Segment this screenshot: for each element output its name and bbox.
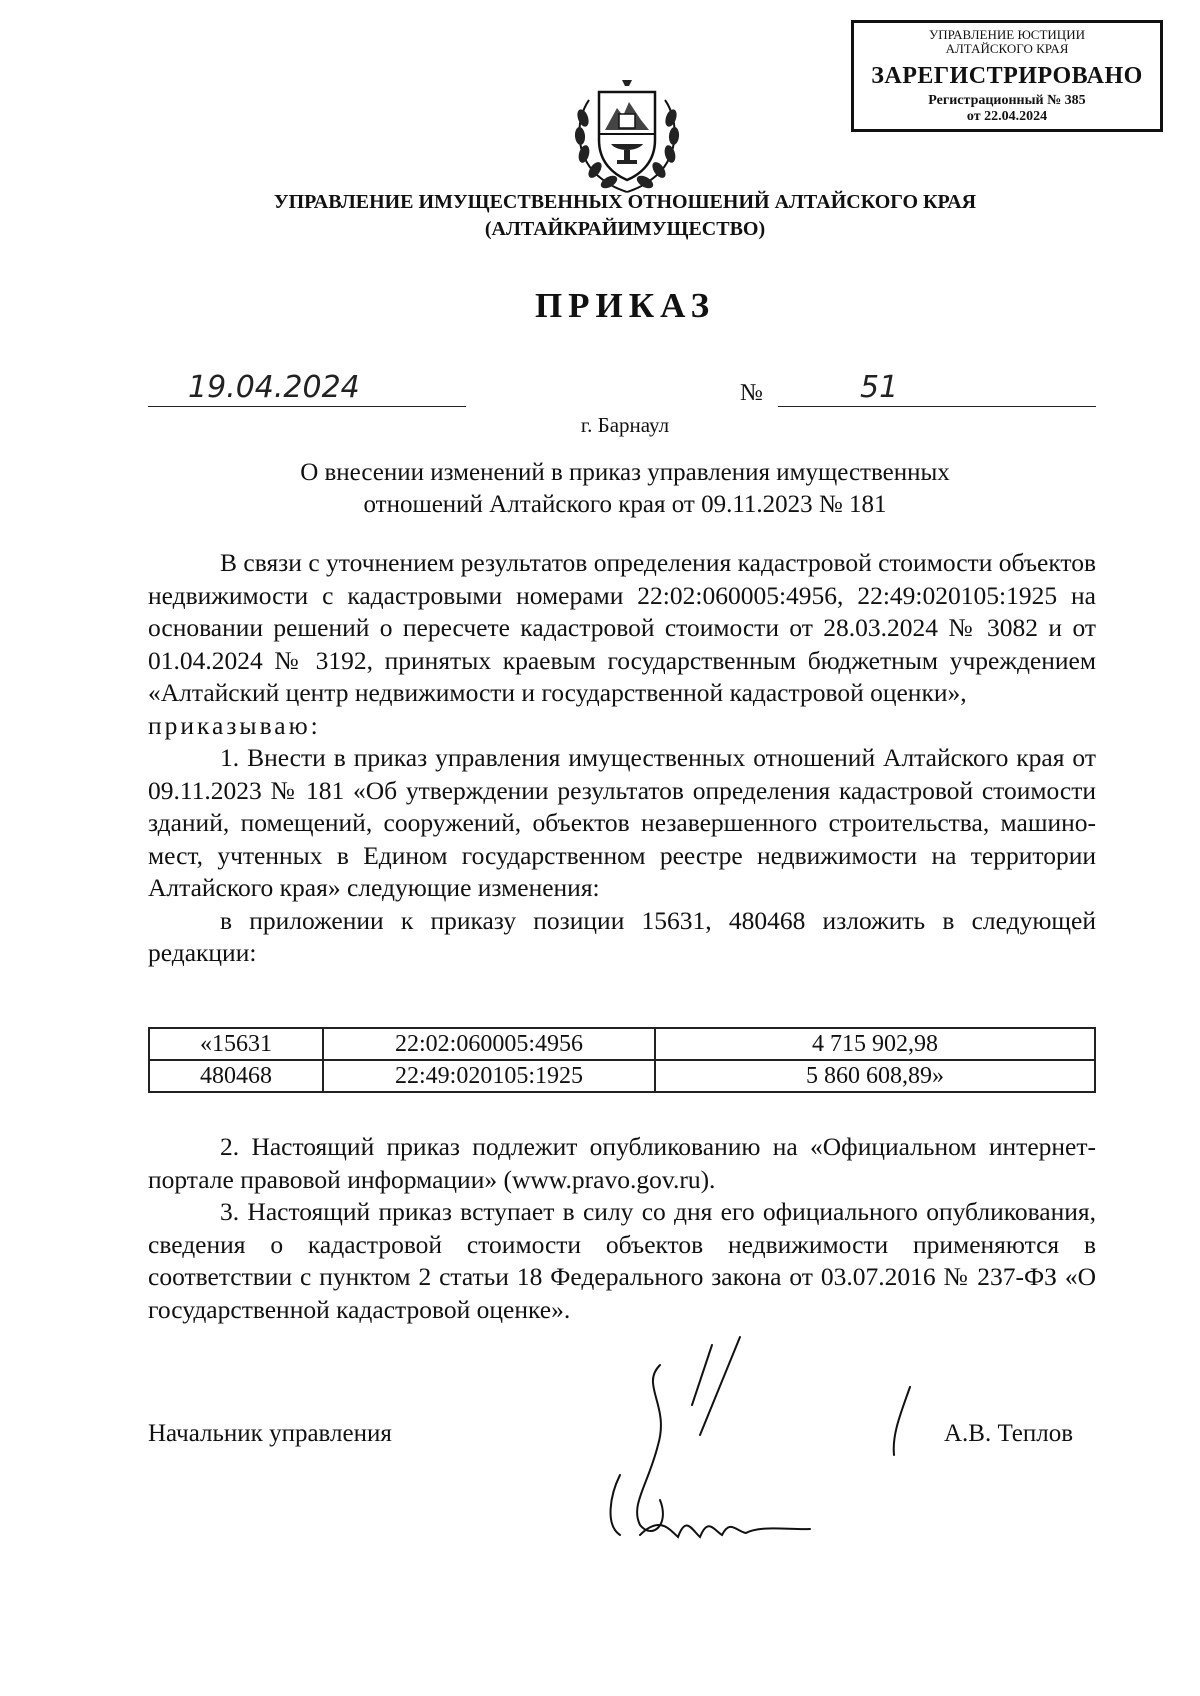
document-subject — [0, 457, 1200, 521]
signatory-name: А.В. Теплов — [944, 1420, 1074, 1447]
stamp-authority-line2: АЛТАЙСКОГО КРАЯ — [945, 41, 1069, 56]
organization-short-name: (АЛТАЙКРАЙИМУЩЕСТВО) — [484, 218, 766, 240]
stamp-authority-line1: УПРАВЛЕНИЕ ЮСТИЦИИ — [929, 27, 1085, 42]
handwritten-number: 51 — [860, 370, 899, 405]
number-underline — [778, 406, 1096, 407]
document-title: ПРИКАЗ — [534, 286, 716, 325]
preamble-paragraph: В связи с уточнением результатов определения кадастровой стоимости объектов недвижимости с кадастровыми номерами 22:02:060005:4956, 22:49:020105:1925 на основании решений о пересчете кадастровой стоимости от 28.03.2024 № 3082 и от 01.04.2024 № 3192, принятых краевым государственным бюджетным учреждением «Алтайский центр недвижимости и государственной кадастровой оценки», — [148, 548, 1096, 707]
table-row — [149, 1060, 1095, 1092]
city: г. Барнаул — [580, 413, 670, 437]
number-sign: № — [740, 380, 763, 406]
document-body — [148, 547, 1096, 970]
table-row — [149, 1028, 1095, 1060]
date-underline — [148, 406, 466, 407]
handwritten-signature-icon — [600, 1325, 930, 1560]
item-1-paragraph: 1. Внести в приказ управления имущественных отношений Алтайского края от 09.11.2023 № 181 «Об утверждении результатов определения кадастровой стоимости зданий, помещений, сооружений, объектов незавершенного строительства, машино-мест, учтенных в Едином государственном реестре недвижимости на территории Алтайского края» следующие изменения: — [148, 743, 1096, 902]
subject-line-2: отношений Алтайского края от 09.11.2023 № 181 — [363, 491, 887, 518]
table-cell: 5 860 608,89» — [655, 1060, 1095, 1092]
stamp-status: ЗАРЕГИСТРИРОВАНО — [871, 63, 1143, 89]
handwritten-date: 19.04.2024 — [188, 370, 360, 405]
stamp-registration-date: от 22.04.2024 — [966, 109, 1048, 124]
item-1-subparagraph: в приложении к приказу позиции 15631, 480468 изложить в следующей редакции: — [148, 905, 1096, 967]
document-body-continued — [148, 1131, 1096, 1326]
coat-of-arms-icon — [567, 70, 687, 195]
positions-table — [148, 1027, 1096, 1093]
table-cell: «15631 — [149, 1028, 323, 1060]
organization-name: УПРАВЛЕНИЕ ИМУЩЕСТВЕННЫХ ОТНОШЕНИЙ АЛТАЙСКОГО КРАЯ — [273, 191, 977, 213]
table-cell: 480468 — [149, 1060, 323, 1092]
item-2-paragraph: 2. Настоящий приказ подлежит опубликованию на «Официальном интернет-портале правовой информации» (www.pravo.gov.ru). — [148, 1132, 1096, 1194]
order-word: приказываю: — [148, 710, 321, 740]
item-3-paragraph: 3. Настоящий приказ вступает в силу со дня его официального опубликования, сведения о кадастровой стоимости объектов недвижимости применяются в соответствии с пунктом 2 статьи 18 Федерального закона от 03.07.2016 № 237-ФЗ «О государственной кадастровой оценке». — [148, 1197, 1096, 1324]
table-cell: 4 715 902,98 — [655, 1028, 1095, 1060]
stamp-registration-number: Регистрационный № 385 — [928, 93, 1086, 108]
subject-line-1: О внесении изменений в приказ управления имущественных — [300, 459, 950, 486]
table-cell: 22:49:020105:1925 — [323, 1060, 655, 1092]
registration-stamp — [851, 20, 1163, 132]
signatory-position: Начальник управления — [148, 1420, 392, 1447]
table-cell: 22:02:060005:4956 — [323, 1028, 655, 1060]
